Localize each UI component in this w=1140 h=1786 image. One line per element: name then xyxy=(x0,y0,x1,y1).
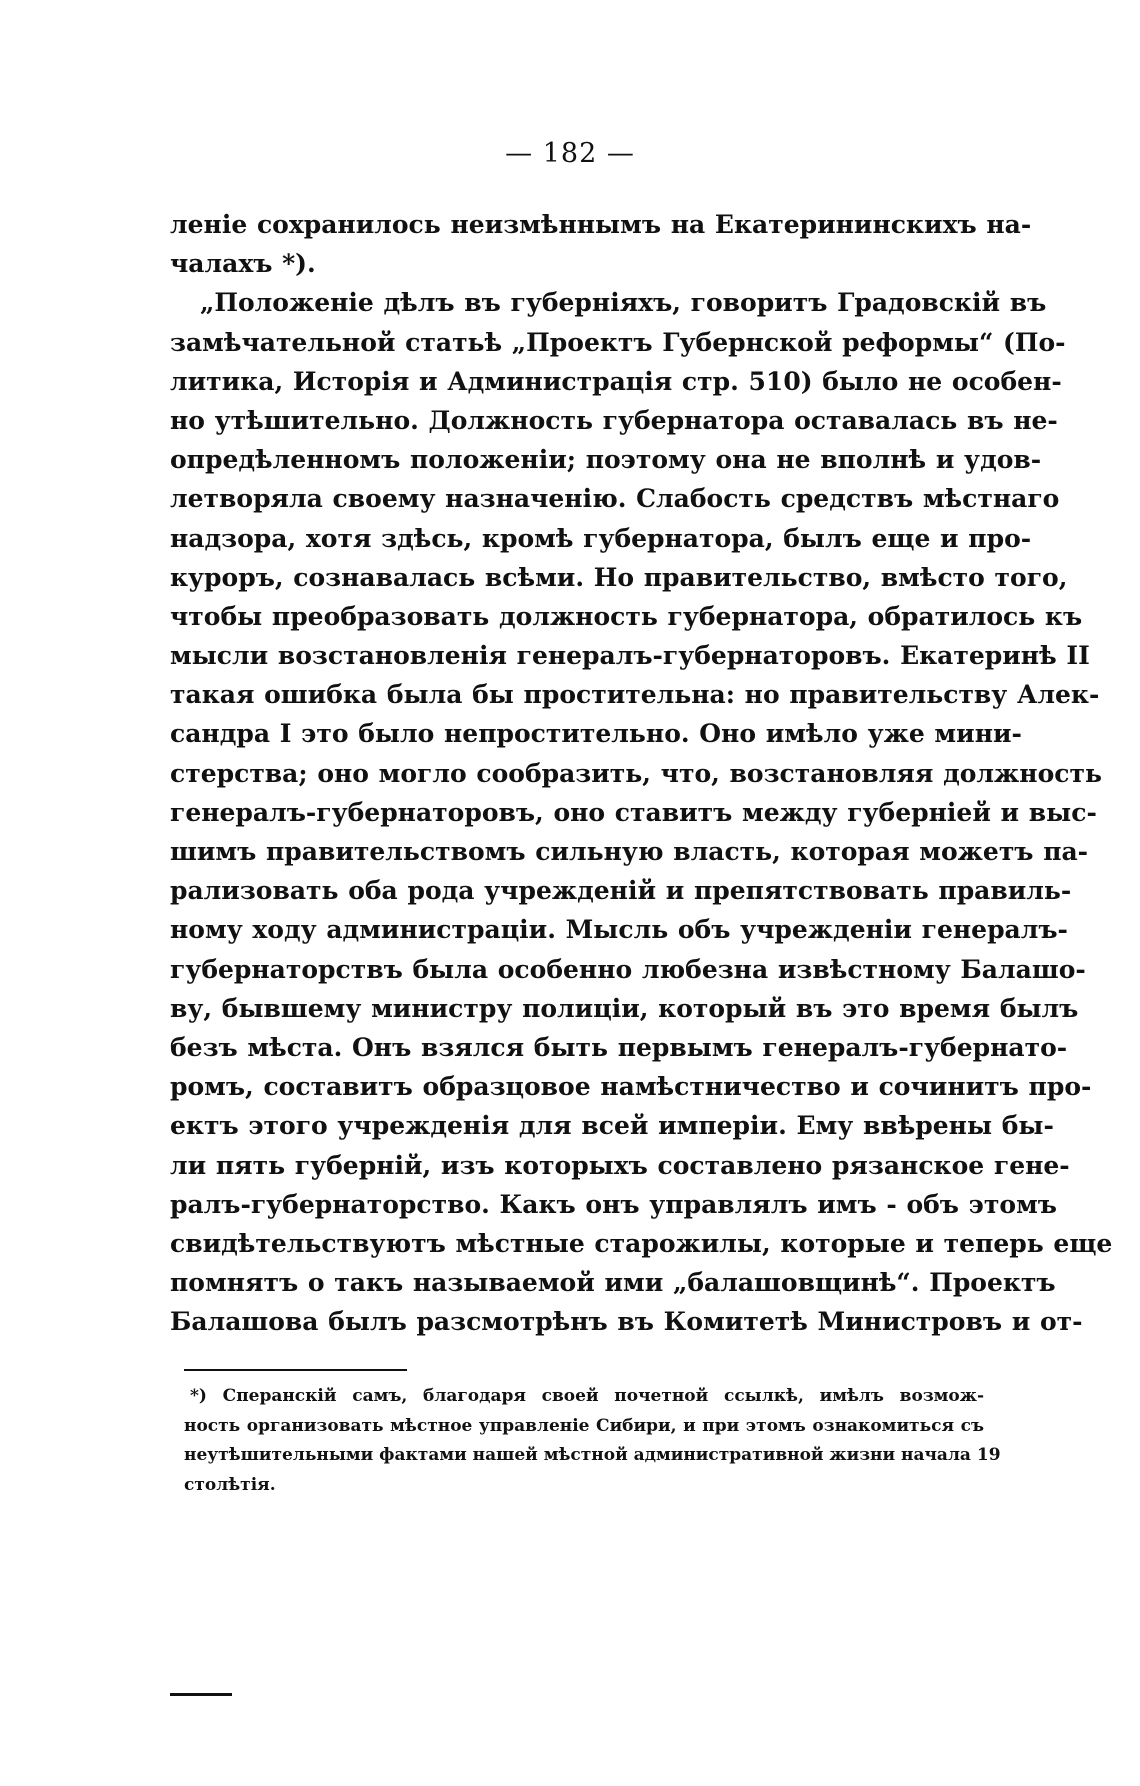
text-line: такая ошибка была бы простительна: но правительству Алек- xyxy=(170,680,1100,710)
text-line: губернаторствъ была особенно любезна извѣстному Балашо- xyxy=(170,954,1086,984)
text-line: опредѣленномъ положеніи; поэтому она не вполнѣ и удов- xyxy=(170,445,1042,475)
text-line: помнятъ о такъ называемой ими „балашовщинѣ“. Проектъ xyxy=(170,1268,1056,1298)
text-line: „Положеніе дѣлъ въ губерніяхъ, говоритъ Градовскій въ xyxy=(200,288,1047,318)
text-line: чалахъ *). xyxy=(170,249,316,279)
text-line: ву, бывшему министру полиціи, который въ это время былъ xyxy=(170,993,1079,1023)
page-number: — 182 — xyxy=(505,138,635,169)
footnote-line: *) Сперанскій самъ, благодаря своей почетной ссылкѣ, имѣлъ возмож- xyxy=(190,1386,984,1406)
text-line: свидѣтельствуютъ мѣстные старожилы, которые и теперь еще xyxy=(170,1228,1113,1258)
text-line: но утѣшительно. Должность губернатора оставалась въ не- xyxy=(170,405,1058,435)
footnote xyxy=(184,1382,1001,1500)
printer-mark xyxy=(170,1693,232,1696)
text-line: надзора, хотя здѣсь, кромѣ губернатора, былъ еще и про- xyxy=(170,523,1032,553)
main-text xyxy=(170,205,1113,1341)
text-line: рализовать оба рода учрежденій и препятствовать правиль- xyxy=(170,876,1072,906)
text-line: чтобы преобразовать должность губернатора, обратилось къ xyxy=(170,601,1083,631)
text-line: ромъ, составитъ образцовое намѣстничество и сочинитъ про- xyxy=(170,1072,1092,1102)
footnote-line: столѣтія. xyxy=(184,1474,276,1495)
footnote-divider xyxy=(184,1369,407,1371)
text-line: шимъ правительствомъ сильную власть, которая можетъ па- xyxy=(170,837,1089,866)
text-line: сандра I это было непростительно. Оно имѣло уже мини- xyxy=(170,719,1022,749)
text-line: леніе сохранилось неизмѣннымъ на Екатерининскихъ на- xyxy=(170,210,1032,239)
text-line: куроръ, сознавалась всѣми. Но правительство, вмѣсто того, xyxy=(170,562,1068,592)
text-line: мысли возстановленія генералъ-губернаторовъ. Екатеринѣ II xyxy=(170,641,1090,671)
footnote-line: ность организовать мѣстное управленіе Сибири, и при этомъ ознакомиться съ xyxy=(184,1415,984,1436)
text-line: стерства; оно могло сообразить, что, возстановляя должность xyxy=(170,758,1102,788)
text-line: Балашова былъ разсмотрѣнъ въ Комитетѣ Министровъ и от- xyxy=(170,1307,1083,1337)
text-line: безъ мѣста. Онъ взялся быть первымъ генералъ-губернато- xyxy=(170,1032,1068,1062)
text-line: генералъ-губернаторовъ, оно ставитъ между губерніей и выс- xyxy=(170,797,1097,827)
text-line: замѣчательной статьѣ „Проектъ Губернской реформы“ (По- xyxy=(170,327,1066,357)
text-line: ли пять губерній, изъ которыхъ составлено рязанское гене- xyxy=(170,1150,1070,1180)
text-line: литика, Исторія и Администрація стр. 510) было не особен- xyxy=(170,366,1062,396)
text-line: ектъ этого учрежденія для всей имперіи. Ему ввѣрены бы- xyxy=(170,1111,1054,1141)
text-line: ному ходу администраціи. Мысль объ учрежденіи генералъ- xyxy=(170,915,1068,945)
text-line: летворяла своему назначенію. Слабость средствъ мѣстнаго xyxy=(170,484,1060,514)
footnote-line: неутѣшительными фактами нашей мѣстной административной жизни начала 19 xyxy=(184,1445,1001,1465)
text-line: ралъ-губернаторство. Какъ онъ управлялъ имъ - объ этомъ xyxy=(170,1189,1057,1219)
